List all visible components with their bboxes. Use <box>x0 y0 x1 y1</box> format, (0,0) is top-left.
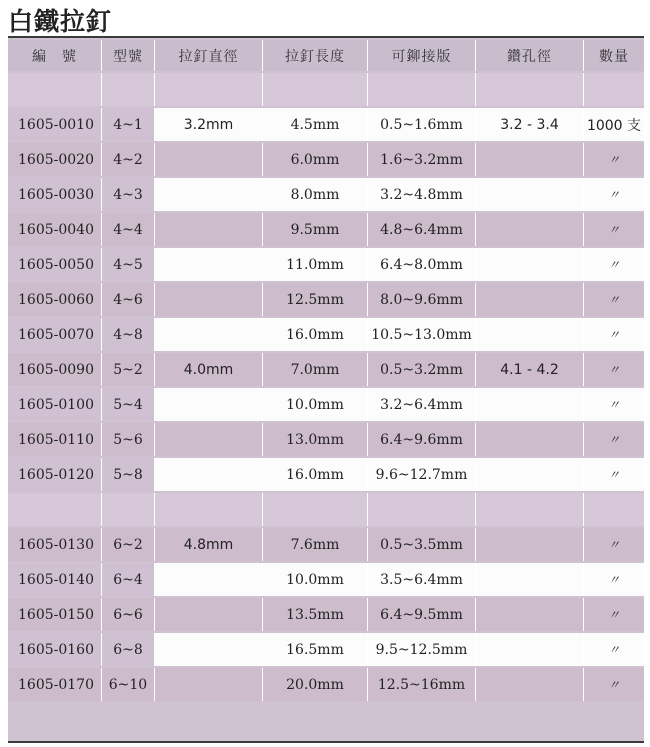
header-length: 拉釘長度 <box>262 40 367 71</box>
spacer-cell <box>475 493 583 526</box>
cell-quantity: 〃 <box>583 668 644 701</box>
cell-code: 1605-0030 <box>8 178 101 211</box>
cell-grip-range: 1.6~3.2mm <box>367 143 475 176</box>
table-row <box>8 633 644 666</box>
cell-quantity: 〃 <box>583 458 644 491</box>
cell-model: 5~8 <box>101 458 154 491</box>
spacer-cell <box>154 73 262 106</box>
cell-quantity: 〃 <box>583 423 644 456</box>
cell-length: 10.0mm <box>262 388 367 421</box>
cell-diameter <box>154 458 262 491</box>
cell-length: 16.5mm <box>262 633 367 666</box>
spacer-cell <box>367 73 475 106</box>
cell-quantity: 〃 <box>583 598 644 631</box>
cell-model: 4~4 <box>101 213 154 246</box>
cell-drill-size: 4.1 - 4.2 <box>475 353 583 386</box>
cell-code: 1605-0160 <box>8 633 101 666</box>
cell-quantity: 〃 <box>583 353 644 386</box>
spacer-cell <box>101 73 154 106</box>
table-row <box>8 563 644 596</box>
cell-drill-size <box>475 388 583 421</box>
spacer-cell <box>8 493 101 526</box>
table-row <box>8 668 644 701</box>
cell-quantity: 〃 <box>583 283 644 316</box>
table-row <box>8 143 644 176</box>
cell-length: 12.5mm <box>262 283 367 316</box>
cell-drill-size <box>475 143 583 176</box>
cell-grip-range: 6.4~9.6mm <box>367 423 475 456</box>
spacer-cell <box>583 73 644 106</box>
rivet-spec-table-frame <box>8 36 644 743</box>
cell-model: 4~8 <box>101 318 154 351</box>
cell-diameter <box>154 143 262 176</box>
spacer-cell <box>8 73 101 106</box>
cell-diameter <box>154 668 262 701</box>
table-row <box>8 423 644 456</box>
cell-code: 1605-0100 <box>8 388 101 421</box>
cell-model: 4~5 <box>101 248 154 281</box>
cell-length: 4.5mm <box>262 108 367 141</box>
cell-diameter: 4.0mm <box>154 353 262 386</box>
cell-drill-size: 3.2 - 3.4 <box>475 108 583 141</box>
cell-grip-range: 0.5~3.2mm <box>367 353 475 386</box>
page-title: 白鐵拉釘 <box>8 7 113 36</box>
cell-drill-size <box>475 178 583 211</box>
spacer-cell <box>262 493 367 526</box>
cell-quantity: 〃 <box>583 633 644 666</box>
spacer-row <box>8 73 644 106</box>
cell-grip-range: 6.4~9.5mm <box>367 598 475 631</box>
cell-diameter <box>154 598 262 631</box>
cell-code: 1605-0170 <box>8 668 101 701</box>
cell-code: 1605-0010 <box>8 108 101 141</box>
cell-model: 6~2 <box>101 528 154 561</box>
header-grip-range: 可鉚接版 <box>367 40 475 71</box>
cell-drill-size <box>475 528 583 561</box>
table-row <box>8 283 644 316</box>
cell-quantity: 〃 <box>583 178 644 211</box>
header-drill-size: 鑽孔徑 <box>475 40 583 71</box>
cell-model: 5~4 <box>101 388 154 421</box>
cell-model: 4~6 <box>101 283 154 316</box>
cell-quantity: 〃 <box>583 388 644 421</box>
rivet-spec-table <box>8 38 644 703</box>
cell-model: 6~10 <box>101 668 154 701</box>
cell-code: 1605-0050 <box>8 248 101 281</box>
cell-code: 1605-0150 <box>8 598 101 631</box>
cell-diameter: 4.8mm <box>154 528 262 561</box>
cell-diameter: 3.2mm <box>154 108 262 141</box>
table-row <box>8 248 644 281</box>
cell-grip-range: 9.6~12.7mm <box>367 458 475 491</box>
cell-grip-range: 0.5~3.5mm <box>367 528 475 561</box>
cell-length: 7.6mm <box>262 528 367 561</box>
header-model: 型號 <box>101 40 154 71</box>
cell-code: 1605-0140 <box>8 563 101 596</box>
spacer-cell <box>475 73 583 106</box>
cell-quantity: 〃 <box>583 318 644 351</box>
table-header-row <box>8 40 644 71</box>
cell-model: 4~2 <box>101 143 154 176</box>
cell-code: 1605-0120 <box>8 458 101 491</box>
spacer-row <box>8 493 644 526</box>
cell-quantity: 1000 支 <box>583 108 644 141</box>
table-row <box>8 458 644 491</box>
cell-length: 10.0mm <box>262 563 367 596</box>
cell-model: 4~3 <box>101 178 154 211</box>
cell-grip-range: 3.2~4.8mm <box>367 178 475 211</box>
header-diameter: 拉釘直徑 <box>154 40 262 71</box>
cell-grip-range: 4.8~6.4mm <box>367 213 475 246</box>
spacer-cell <box>262 73 367 106</box>
cell-model: 6~4 <box>101 563 154 596</box>
cell-grip-range: 6.4~8.0mm <box>367 248 475 281</box>
cell-quantity: 〃 <box>583 248 644 281</box>
cell-drill-size <box>475 318 583 351</box>
cell-model: 5~6 <box>101 423 154 456</box>
cell-drill-size <box>475 283 583 316</box>
cell-code: 1605-0020 <box>8 143 101 176</box>
table-row <box>8 388 644 421</box>
header-code: 編 號 <box>8 40 101 71</box>
table-row <box>8 528 644 561</box>
cell-drill-size <box>475 633 583 666</box>
table-row <box>8 108 644 141</box>
cell-length: 16.0mm <box>262 318 367 351</box>
cell-quantity: 〃 <box>583 143 644 176</box>
cell-length: 16.0mm <box>262 458 367 491</box>
cell-model: 5~2 <box>101 353 154 386</box>
cell-quantity: 〃 <box>583 528 644 561</box>
cell-quantity: 〃 <box>583 563 644 596</box>
cell-diameter <box>154 283 262 316</box>
cell-length: 13.0mm <box>262 423 367 456</box>
spacer-cell <box>101 493 154 526</box>
cell-length: 20.0mm <box>262 668 367 701</box>
cell-quantity: 〃 <box>583 213 644 246</box>
cell-model: 6~6 <box>101 598 154 631</box>
cell-model: 4~1 <box>101 108 154 141</box>
cell-length: 7.0mm <box>262 353 367 386</box>
cell-length: 13.5mm <box>262 598 367 631</box>
table-row <box>8 598 644 631</box>
cell-grip-range: 3.5~6.4mm <box>367 563 475 596</box>
cell-code: 1605-0090 <box>8 353 101 386</box>
cell-length: 6.0mm <box>262 143 367 176</box>
cell-length: 9.5mm <box>262 213 367 246</box>
cell-model: 6~8 <box>101 633 154 666</box>
cell-grip-range: 10.5~13.0mm <box>367 318 475 351</box>
spacer-cell <box>583 493 644 526</box>
spacer-cell <box>367 493 475 526</box>
cell-grip-range: 0.5~1.6mm <box>367 108 475 141</box>
cell-drill-size <box>475 213 583 246</box>
cell-drill-size <box>475 248 583 281</box>
cell-length: 11.0mm <box>262 248 367 281</box>
cell-diameter <box>154 388 262 421</box>
table-row <box>8 318 644 351</box>
cell-drill-size <box>475 458 583 491</box>
cell-diameter <box>154 633 262 666</box>
cell-grip-range: 12.5~16mm <box>367 668 475 701</box>
spacer-cell <box>154 493 262 526</box>
cell-grip-range: 3.2~6.4mm <box>367 388 475 421</box>
cell-code: 1605-0040 <box>8 213 101 246</box>
cell-diameter <box>154 213 262 246</box>
cell-diameter <box>154 318 262 351</box>
cell-code: 1605-0110 <box>8 423 101 456</box>
table-row <box>8 353 644 386</box>
cell-drill-size <box>475 563 583 596</box>
cell-code: 1605-0070 <box>8 318 101 351</box>
cell-drill-size <box>475 668 583 701</box>
table-row <box>8 213 644 246</box>
cell-drill-size <box>475 598 583 631</box>
cell-grip-range: 9.5~12.5mm <box>367 633 475 666</box>
header-quantity: 數量 <box>583 40 644 71</box>
cell-drill-size <box>475 423 583 456</box>
cell-diameter <box>154 563 262 596</box>
cell-length: 8.0mm <box>262 178 367 211</box>
table-row <box>8 178 644 211</box>
cell-diameter <box>154 178 262 211</box>
cell-code: 1605-0130 <box>8 528 101 561</box>
cell-diameter <box>154 423 262 456</box>
cell-diameter <box>154 248 262 281</box>
cell-grip-range: 8.0~9.6mm <box>367 283 475 316</box>
cell-code: 1605-0060 <box>8 283 101 316</box>
